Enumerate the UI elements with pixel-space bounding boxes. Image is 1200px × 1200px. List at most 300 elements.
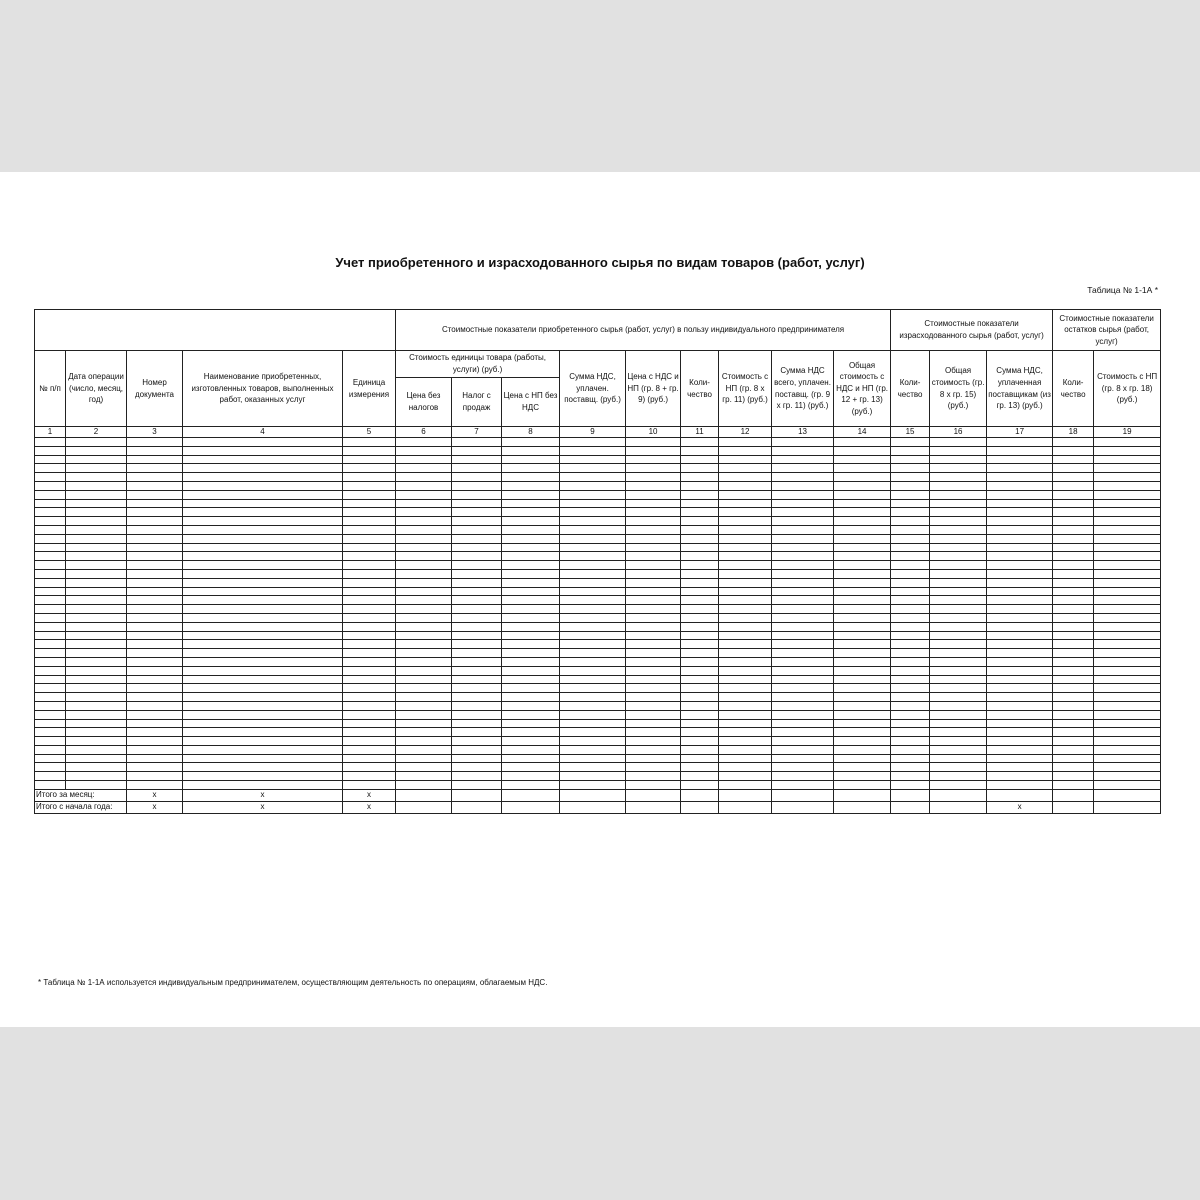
entry-cell[interactable] [626, 710, 681, 719]
entry-cell[interactable] [772, 754, 834, 763]
entry-cell[interactable] [452, 622, 502, 631]
entry-cell[interactable] [396, 508, 452, 517]
entry-cell[interactable] [1053, 446, 1094, 455]
entry-cell[interactable] [719, 781, 772, 790]
entry-cell[interactable] [560, 455, 626, 464]
entry-cell[interactable] [452, 596, 502, 605]
entry-cell[interactable] [930, 781, 987, 790]
entry-cell[interactable] [891, 684, 930, 693]
entry-cell[interactable] [127, 684, 183, 693]
entry-cell[interactable] [35, 737, 66, 746]
entry-cell[interactable] [35, 728, 66, 737]
entry-cell[interactable] [626, 640, 681, 649]
entry-cell[interactable] [560, 719, 626, 728]
entry-cell[interactable] [1094, 728, 1161, 737]
entry-cell[interactable] [35, 622, 66, 631]
entry-cell[interactable] [452, 754, 502, 763]
entry-cell[interactable] [396, 745, 452, 754]
entry-cell[interactable] [183, 763, 343, 772]
entry-cell[interactable] [66, 737, 127, 746]
entry-cell[interactable] [930, 657, 987, 666]
entry-cell[interactable] [1094, 499, 1161, 508]
entry-cell[interactable] [560, 561, 626, 570]
entry-cell[interactable] [396, 675, 452, 684]
entry-cell[interactable] [343, 473, 396, 482]
entry-cell[interactable] [681, 728, 719, 737]
entry-cell[interactable] [891, 693, 930, 702]
entry-cell[interactable] [502, 772, 560, 781]
entry-cell[interactable] [891, 525, 930, 534]
entry-cell[interactable] [1053, 587, 1094, 596]
entry-cell[interactable] [502, 737, 560, 746]
entry-cell[interactable] [183, 455, 343, 464]
entry-cell[interactable] [183, 701, 343, 710]
entry-cell[interactable] [626, 438, 681, 447]
entry-cell[interactable] [987, 737, 1053, 746]
entry-cell[interactable] [560, 490, 626, 499]
entry-cell[interactable] [396, 473, 452, 482]
entry-cell[interactable] [772, 587, 834, 596]
entry-cell[interactable] [987, 745, 1053, 754]
entry-cell[interactable] [66, 490, 127, 499]
entry-cell[interactable] [127, 525, 183, 534]
entry-cell[interactable] [681, 763, 719, 772]
entry-cell[interactable] [719, 596, 772, 605]
entry-cell[interactable] [834, 710, 891, 719]
entry-cell[interactable] [681, 666, 719, 675]
entry-cell[interactable] [930, 728, 987, 737]
entry-cell[interactable] [127, 781, 183, 790]
entry-cell[interactable] [502, 438, 560, 447]
entry-cell[interactable] [560, 525, 626, 534]
entry-cell[interactable] [127, 587, 183, 596]
entry-cell[interactable] [343, 569, 396, 578]
entry-cell[interactable] [681, 684, 719, 693]
entry-cell[interactable] [681, 517, 719, 526]
entry-cell[interactable] [183, 481, 343, 490]
entry-cell[interactable] [681, 525, 719, 534]
entry-cell[interactable] [772, 631, 834, 640]
entry-cell[interactable] [35, 569, 66, 578]
entry-cell[interactable] [35, 640, 66, 649]
entry-cell[interactable] [930, 499, 987, 508]
entry-cell[interactable] [396, 754, 452, 763]
entry-cell[interactable] [560, 754, 626, 763]
entry-cell[interactable] [127, 763, 183, 772]
entry-cell[interactable] [560, 481, 626, 490]
entry-cell[interactable] [719, 481, 772, 490]
entry-cell[interactable] [560, 543, 626, 552]
entry-cell[interactable] [502, 649, 560, 658]
entry-cell[interactable] [891, 675, 930, 684]
entry-cell[interactable] [681, 455, 719, 464]
entry-cell[interactable] [834, 631, 891, 640]
entry-cell[interactable] [35, 552, 66, 561]
entry-cell[interactable] [343, 640, 396, 649]
entry-cell[interactable] [127, 772, 183, 781]
entry-cell[interactable] [834, 517, 891, 526]
entry-cell[interactable] [834, 525, 891, 534]
entry-cell[interactable] [396, 613, 452, 622]
entry-cell[interactable] [987, 710, 1053, 719]
entry-cell[interactable] [719, 763, 772, 772]
entry-cell[interactable] [560, 772, 626, 781]
entry-cell[interactable] [127, 622, 183, 631]
entry-cell[interactable] [396, 569, 452, 578]
entry-cell[interactable] [626, 481, 681, 490]
entry-cell[interactable] [834, 499, 891, 508]
entry-cell[interactable] [681, 508, 719, 517]
entry-cell[interactable] [891, 464, 930, 473]
entry-cell[interactable] [930, 517, 987, 526]
entry-cell[interactable] [183, 675, 343, 684]
entry-cell[interactable] [1094, 578, 1161, 587]
entry-cell[interactable] [452, 640, 502, 649]
entry-cell[interactable] [560, 666, 626, 675]
entry-cell[interactable] [772, 719, 834, 728]
entry-cell[interactable] [127, 710, 183, 719]
entry-cell[interactable] [452, 605, 502, 614]
entry-cell[interactable] [343, 754, 396, 763]
entry-cell[interactable] [396, 517, 452, 526]
entry-cell[interactable] [772, 781, 834, 790]
entry-cell[interactable] [127, 490, 183, 499]
entry-cell[interactable] [396, 446, 452, 455]
entry-cell[interactable] [35, 561, 66, 570]
entry-cell[interactable] [127, 578, 183, 587]
entry-cell[interactable] [772, 745, 834, 754]
entry-cell[interactable] [396, 666, 452, 675]
entry-cell[interactable] [772, 481, 834, 490]
entry-cell[interactable] [35, 719, 66, 728]
entry-cell[interactable] [681, 622, 719, 631]
entry-cell[interactable] [502, 622, 560, 631]
entry-cell[interactable] [772, 473, 834, 482]
entry-cell[interactable] [35, 473, 66, 482]
entry-cell[interactable] [772, 569, 834, 578]
entry-cell[interactable] [452, 701, 502, 710]
entry-cell[interactable] [396, 710, 452, 719]
entry-cell[interactable] [66, 473, 127, 482]
entry-cell[interactable] [183, 525, 343, 534]
entry-cell[interactable] [1053, 508, 1094, 517]
entry-cell[interactable] [66, 649, 127, 658]
entry-cell[interactable] [772, 499, 834, 508]
entry-cell[interactable] [987, 754, 1053, 763]
entry-cell[interactable] [987, 701, 1053, 710]
entry-cell[interactable] [987, 446, 1053, 455]
entry-cell[interactable] [987, 657, 1053, 666]
entry-cell[interactable] [502, 684, 560, 693]
entry-cell[interactable] [719, 605, 772, 614]
entry-cell[interactable] [66, 657, 127, 666]
entry-cell[interactable] [183, 666, 343, 675]
entry-cell[interactable] [772, 534, 834, 543]
entry-cell[interactable] [66, 455, 127, 464]
entry-cell[interactable] [772, 438, 834, 447]
entry-cell[interactable] [834, 719, 891, 728]
entry-cell[interactable] [396, 763, 452, 772]
entry-cell[interactable] [834, 508, 891, 517]
entry-cell[interactable] [891, 499, 930, 508]
entry-cell[interactable] [560, 596, 626, 605]
entry-cell[interactable] [452, 745, 502, 754]
entry-cell[interactable] [396, 640, 452, 649]
entry-cell[interactable] [183, 649, 343, 658]
entry-cell[interactable] [1094, 693, 1161, 702]
entry-cell[interactable] [396, 464, 452, 473]
entry-cell[interactable] [681, 737, 719, 746]
entry-cell[interactable] [719, 657, 772, 666]
entry-cell[interactable] [772, 772, 834, 781]
entry-cell[interactable] [834, 578, 891, 587]
entry-cell[interactable] [1053, 613, 1094, 622]
entry-cell[interactable] [452, 490, 502, 499]
entry-cell[interactable] [1094, 701, 1161, 710]
entry-cell[interactable] [930, 561, 987, 570]
entry-cell[interactable] [502, 499, 560, 508]
entry-cell[interactable] [343, 728, 396, 737]
entry-cell[interactable] [626, 622, 681, 631]
entry-cell[interactable] [343, 525, 396, 534]
entry-cell[interactable] [560, 534, 626, 543]
entry-cell[interactable] [930, 754, 987, 763]
entry-cell[interactable] [1053, 710, 1094, 719]
entry-cell[interactable] [891, 596, 930, 605]
entry-cell[interactable] [1094, 446, 1161, 455]
entry-cell[interactable] [452, 657, 502, 666]
entry-cell[interactable] [502, 490, 560, 499]
entry-cell[interactable] [891, 754, 930, 763]
entry-cell[interactable] [66, 710, 127, 719]
entry-cell[interactable] [626, 578, 681, 587]
entry-cell[interactable] [1094, 473, 1161, 482]
entry-cell[interactable] [772, 666, 834, 675]
entry-cell[interactable] [35, 763, 66, 772]
entry-cell[interactable] [834, 446, 891, 455]
entry-cell[interactable] [626, 455, 681, 464]
entry-cell[interactable] [834, 701, 891, 710]
entry-cell[interactable] [127, 438, 183, 447]
entry-cell[interactable] [719, 578, 772, 587]
entry-cell[interactable] [127, 455, 183, 464]
entry-cell[interactable] [502, 763, 560, 772]
entry-cell[interactable] [183, 490, 343, 499]
entry-cell[interactable] [183, 561, 343, 570]
entry-cell[interactable] [127, 596, 183, 605]
entry-cell[interactable] [1053, 772, 1094, 781]
entry-cell[interactable] [719, 446, 772, 455]
entry-cell[interactable] [772, 446, 834, 455]
entry-cell[interactable] [987, 464, 1053, 473]
entry-cell[interactable] [127, 473, 183, 482]
entry-cell[interactable] [66, 719, 127, 728]
entry-cell[interactable] [183, 543, 343, 552]
entry-cell[interactable] [343, 481, 396, 490]
entry-cell[interactable] [560, 781, 626, 790]
entry-cell[interactable] [452, 508, 502, 517]
entry-cell[interactable] [719, 464, 772, 473]
entry-cell[interactable] [1094, 605, 1161, 614]
entry-cell[interactable] [681, 561, 719, 570]
entry-cell[interactable] [396, 693, 452, 702]
entry-cell[interactable] [891, 666, 930, 675]
entry-cell[interactable] [343, 684, 396, 693]
entry-cell[interactable] [502, 657, 560, 666]
entry-cell[interactable] [1053, 481, 1094, 490]
entry-cell[interactable] [502, 508, 560, 517]
entry-cell[interactable] [626, 737, 681, 746]
entry-cell[interactable] [1053, 657, 1094, 666]
entry-cell[interactable] [626, 719, 681, 728]
entry-cell[interactable] [452, 438, 502, 447]
entry-cell[interactable] [626, 763, 681, 772]
entry-cell[interactable] [183, 578, 343, 587]
entry-cell[interactable] [772, 525, 834, 534]
entry-cell[interactable] [452, 649, 502, 658]
entry-cell[interactable] [452, 763, 502, 772]
entry-cell[interactable] [66, 508, 127, 517]
entry-cell[interactable] [681, 649, 719, 658]
entry-cell[interactable] [396, 552, 452, 561]
entry-cell[interactable] [987, 596, 1053, 605]
entry-cell[interactable] [626, 649, 681, 658]
entry-cell[interactable] [183, 438, 343, 447]
entry-cell[interactable] [834, 745, 891, 754]
entry-cell[interactable] [452, 464, 502, 473]
entry-cell[interactable] [452, 675, 502, 684]
entry-cell[interactable] [1094, 587, 1161, 596]
entry-cell[interactable] [930, 490, 987, 499]
entry-cell[interactable] [35, 534, 66, 543]
entry-cell[interactable] [66, 438, 127, 447]
entry-cell[interactable] [343, 701, 396, 710]
entry-cell[interactable] [930, 613, 987, 622]
entry-cell[interactable] [719, 693, 772, 702]
entry-cell[interactable] [35, 754, 66, 763]
entry-cell[interactable] [891, 569, 930, 578]
entry-cell[interactable] [127, 534, 183, 543]
entry-cell[interactable] [834, 675, 891, 684]
entry-cell[interactable] [560, 605, 626, 614]
entry-cell[interactable] [452, 631, 502, 640]
entry-cell[interactable] [987, 728, 1053, 737]
entry-cell[interactable] [834, 481, 891, 490]
entry-cell[interactable] [560, 763, 626, 772]
entry-cell[interactable] [502, 561, 560, 570]
entry-cell[interactable] [930, 693, 987, 702]
entry-cell[interactable] [66, 781, 127, 790]
entry-cell[interactable] [772, 455, 834, 464]
entry-cell[interactable] [502, 640, 560, 649]
entry-cell[interactable] [343, 763, 396, 772]
entry-cell[interactable] [127, 631, 183, 640]
entry-cell[interactable] [719, 684, 772, 693]
entry-cell[interactable] [502, 754, 560, 763]
entry-cell[interactable] [930, 763, 987, 772]
entry-cell[interactable] [127, 605, 183, 614]
entry-cell[interactable] [66, 578, 127, 587]
entry-cell[interactable] [891, 622, 930, 631]
entry-cell[interactable] [930, 622, 987, 631]
entry-cell[interactable] [396, 605, 452, 614]
entry-cell[interactable] [772, 657, 834, 666]
entry-cell[interactable] [987, 499, 1053, 508]
entry-cell[interactable] [719, 772, 772, 781]
entry-cell[interactable] [66, 772, 127, 781]
entry-cell[interactable] [560, 499, 626, 508]
entry-cell[interactable] [930, 772, 987, 781]
entry-cell[interactable] [987, 543, 1053, 552]
entry-cell[interactable] [987, 613, 1053, 622]
entry-cell[interactable] [560, 675, 626, 684]
entry-cell[interactable] [452, 534, 502, 543]
entry-cell[interactable] [502, 481, 560, 490]
entry-cell[interactable] [1053, 499, 1094, 508]
entry-cell[interactable] [343, 464, 396, 473]
entry-cell[interactable] [502, 473, 560, 482]
entry-cell[interactable] [891, 552, 930, 561]
entry-cell[interactable] [626, 587, 681, 596]
entry-cell[interactable] [834, 552, 891, 561]
entry-cell[interactable] [987, 684, 1053, 693]
entry-cell[interactable] [626, 561, 681, 570]
entry-cell[interactable] [66, 605, 127, 614]
entry-cell[interactable] [834, 666, 891, 675]
entry-cell[interactable] [396, 596, 452, 605]
entry-cell[interactable] [343, 438, 396, 447]
entry-cell[interactable] [452, 737, 502, 746]
entry-cell[interactable] [127, 517, 183, 526]
entry-cell[interactable] [930, 737, 987, 746]
entry-cell[interactable] [987, 517, 1053, 526]
entry-cell[interactable] [502, 666, 560, 675]
entry-cell[interactable] [183, 517, 343, 526]
entry-cell[interactable] [502, 446, 560, 455]
entry-cell[interactable] [127, 657, 183, 666]
entry-cell[interactable] [626, 490, 681, 499]
entry-cell[interactable] [987, 481, 1053, 490]
entry-cell[interactable] [1094, 763, 1161, 772]
entry-cell[interactable] [987, 693, 1053, 702]
entry-cell[interactable] [66, 446, 127, 455]
entry-cell[interactable] [719, 525, 772, 534]
entry-cell[interactable] [127, 499, 183, 508]
entry-cell[interactable] [772, 684, 834, 693]
entry-cell[interactable] [834, 640, 891, 649]
entry-cell[interactable] [183, 569, 343, 578]
entry-cell[interactable] [452, 587, 502, 596]
entry-cell[interactable] [452, 719, 502, 728]
entry-cell[interactable] [502, 552, 560, 561]
entry-cell[interactable] [396, 534, 452, 543]
entry-cell[interactable] [1053, 438, 1094, 447]
entry-cell[interactable] [502, 728, 560, 737]
entry-cell[interactable] [626, 464, 681, 473]
entry-cell[interactable] [343, 719, 396, 728]
entry-cell[interactable] [502, 596, 560, 605]
entry-cell[interactable] [66, 693, 127, 702]
entry-cell[interactable] [681, 587, 719, 596]
entry-cell[interactable] [987, 763, 1053, 772]
entry-cell[interactable] [183, 534, 343, 543]
entry-cell[interactable] [343, 613, 396, 622]
entry-cell[interactable] [183, 772, 343, 781]
entry-cell[interactable] [66, 684, 127, 693]
entry-cell[interactable] [1053, 693, 1094, 702]
entry-cell[interactable] [930, 745, 987, 754]
entry-cell[interactable] [560, 578, 626, 587]
